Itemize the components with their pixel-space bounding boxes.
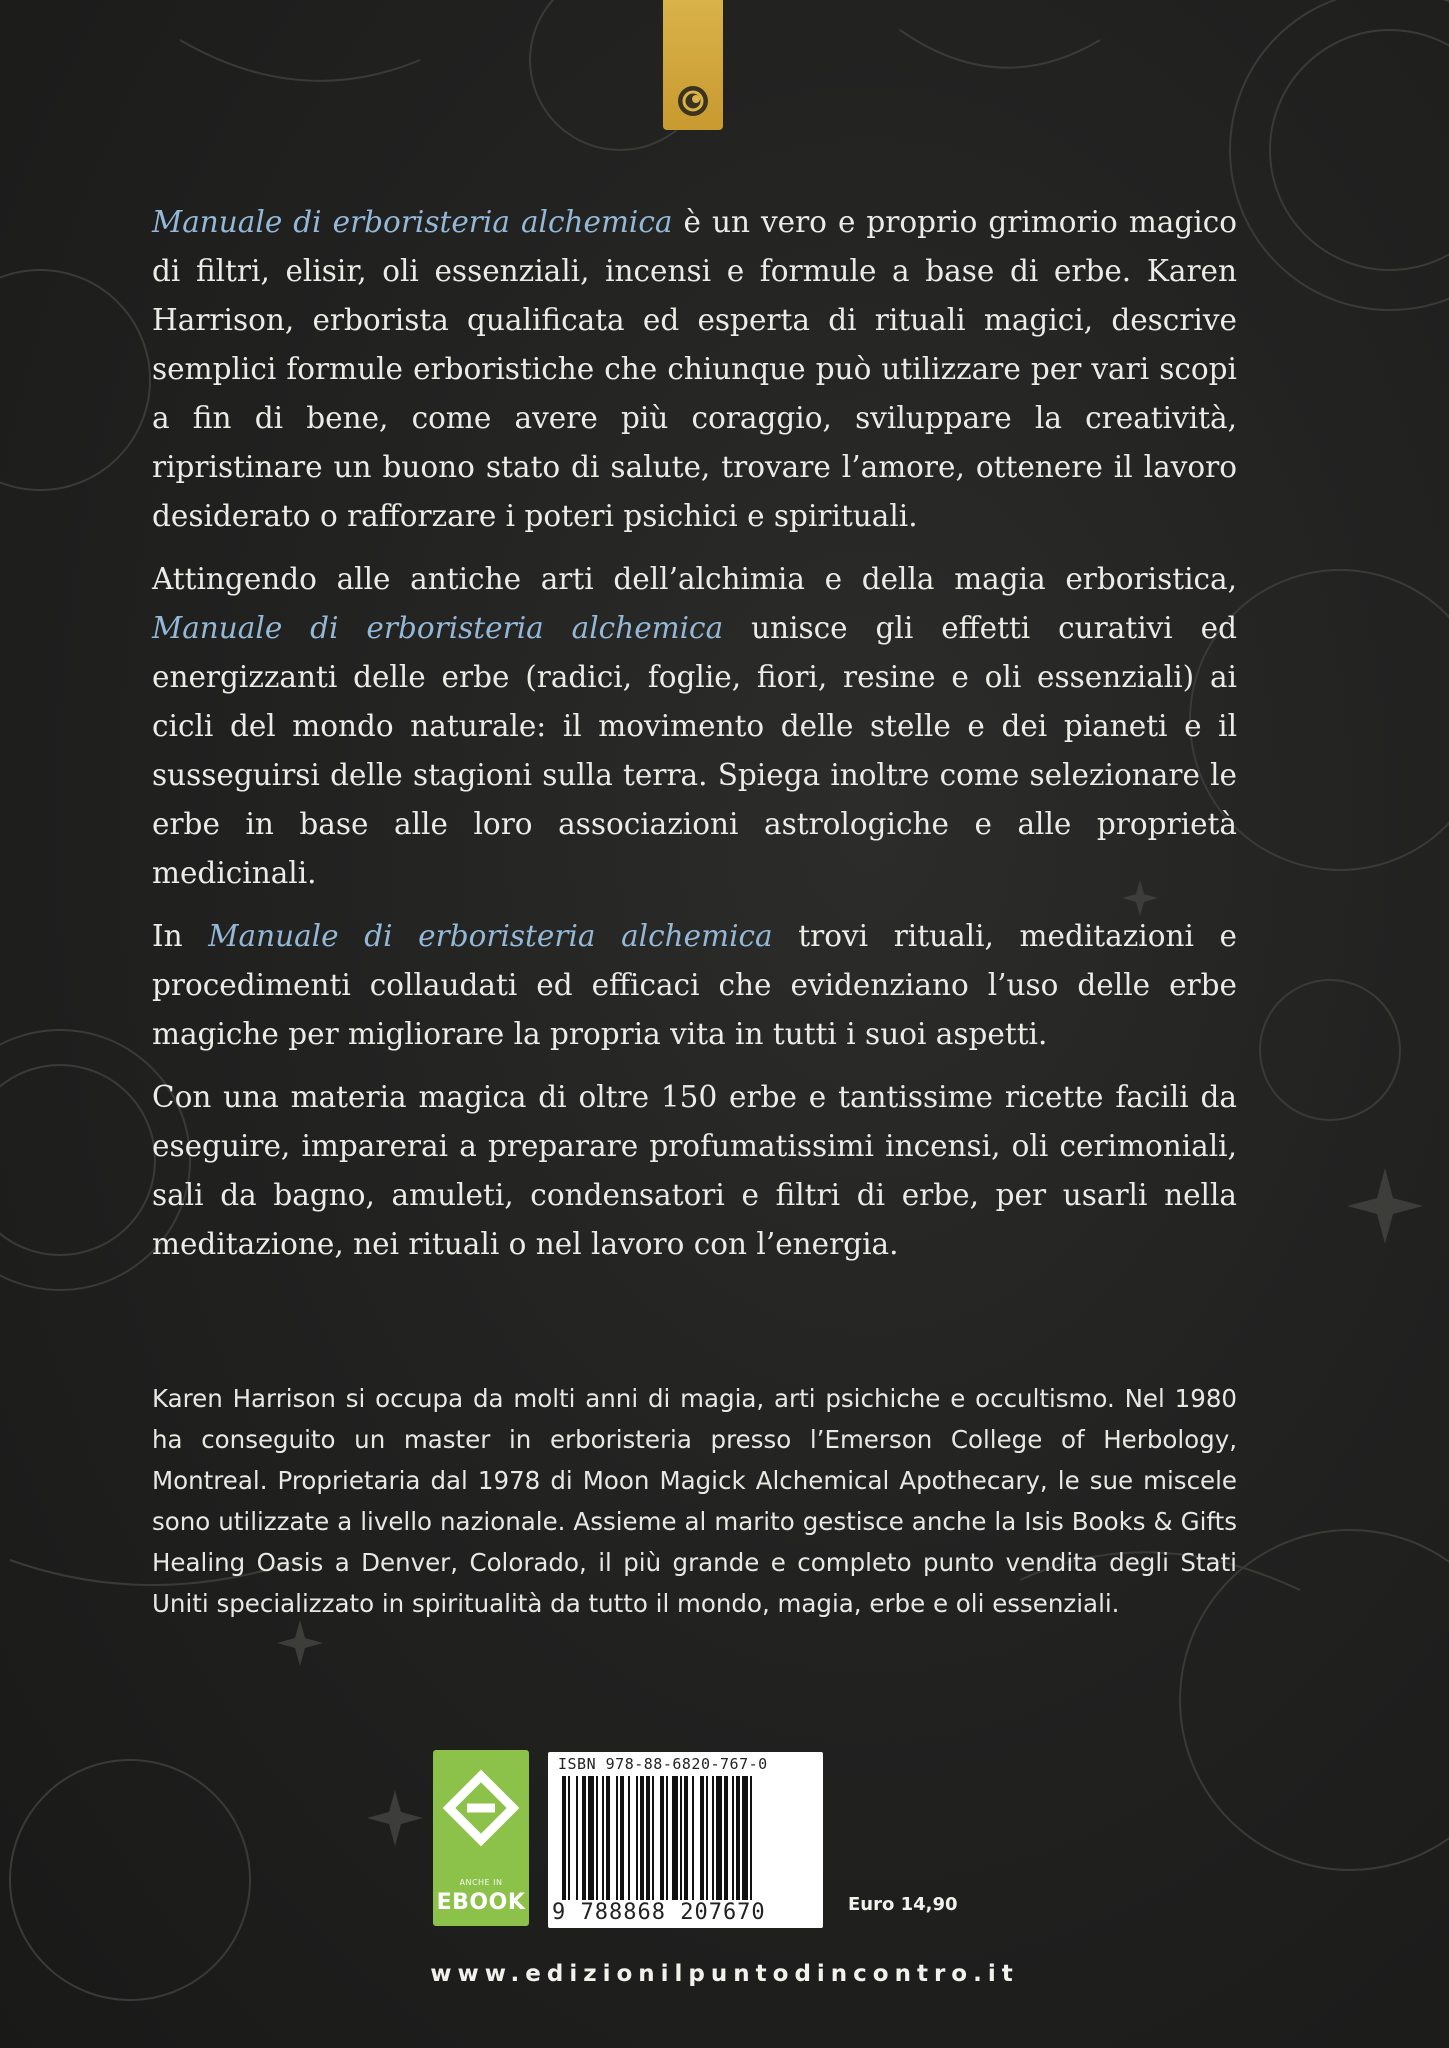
publisher-logo-icon <box>676 84 710 118</box>
ebook-label: EBOOK <box>436 1890 526 1915</box>
isbn-barcode <box>548 1752 823 1928</box>
price-label: Euro 14,90 <box>848 1894 958 1915</box>
publisher-logo-tab <box>663 0 723 130</box>
author-bio: Karen Harrison si occupa da molti anni di magia, arti psichiche e occultismo. Nel 1980 ha conseguito un master in erboristeria presso l’Emerson College of Herbology, Montreal. Proprietaria dal 1978 di Moon Magick Alchemical Apothecary, le sue miscele sono utilizzate a livello nazionale. Assieme al marito gestisce anche la Isis Books & Gifts Healing Oasis a Denver, Colorado, il più grande e completo punto vendita degli Stati Uniti specializzato in spiritualità da tutto il mondo, magia, erbe e oli essenziali. <box>152 1384 1237 1618</box>
book-title-reference: Manuale di erboristeria alchemica <box>152 205 673 239</box>
description-paragraph-1: Manuale di erboristeria alchemica è un vero e proprio grimorio magico di filtri, elisir, oli essenziali, incensi e formule a base di erbe. Karen Harrison, erborista qualificata ed esperta di rituali magici, descrive semplici formule erboristiche che chiunque può utilizzare per vari scopi a fin di bene, come avere più coraggio, sviluppare la creatività, ripristinare un buono stato di salute, trovare l’amore, ottenere il lavoro desiderato o rafforzare i poteri psichici e spirituali. <box>152 205 1237 533</box>
book-title-reference: Manuale di erboristeria alchemica <box>208 919 773 953</box>
description-paragraph-2: Attingendo alle antiche arti dell’alchimia e della magia erboristica, Manuale di erboristeria alchemica unisce gli effetti curativi ed energizzanti delle erbe (radici, foglie, fiori, resine e oli essenziali) ai cicli del mondo naturale: il movimento delle stelle e dei pianeti e il susseguirsi delle stagioni sulla terra. Spiega inoltre come selezionare le erbe in base alle loro associazioni astrologiche e alle proprietà medicinali. <box>152 562 1238 890</box>
description-paragraph-3: In Manuale di erboristeria alchemica trovi rituali, meditazioni e procedimenti collaudati ed efficaci che evidenziano l’uso delle erbe magiche per migliorare la propria vita in tutti i suoi aspetti. <box>152 919 1238 1051</box>
barcode-bars <box>562 1776 810 1900</box>
isbn-label: ISBN 978-88-6820-767-0 <box>558 1755 768 1773</box>
book-description <box>152 198 1237 1283</box>
description-paragraph-4: Con una materia magica di oltre 150 erbe e tantissime ricette facili da eseguire, imparerai a preparare profumatissimi incensi, oli cerimoniali, sali da bagno, amuleti, condensatori e filtri di erbe, per usarli nella meditazione, nei rituali o nel lavoro con l’energia. <box>152 1080 1237 1261</box>
book-title-reference: Manuale di erboristeria alchemica <box>152 611 724 645</box>
ebook-e-icon <box>443 1768 519 1868</box>
ean-digits: 9 788868 207670 <box>552 1900 766 1925</box>
ebook-small-label: ANCHE IN <box>459 1878 503 1887</box>
publisher-website: www.edizionilpuntodincontro.it <box>430 1961 1019 1987</box>
ebook-badge <box>433 1750 529 1926</box>
